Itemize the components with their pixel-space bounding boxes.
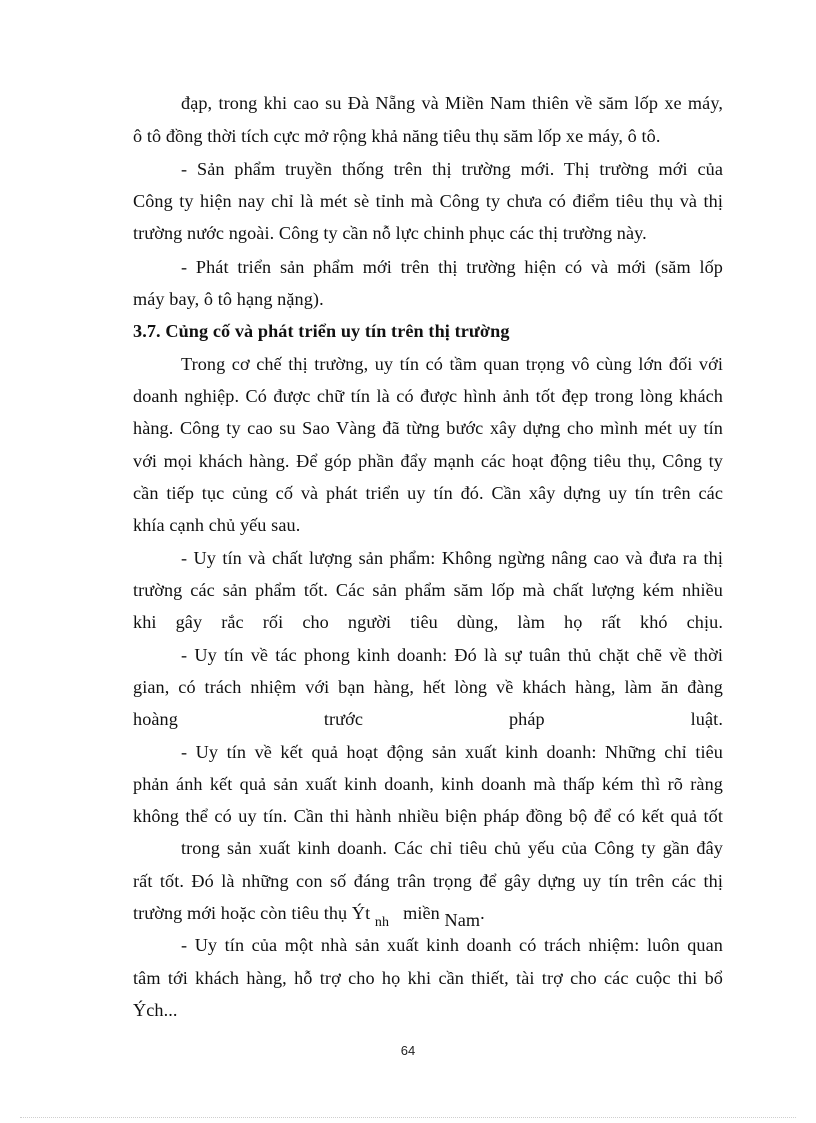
text-line: - Uy tín về kết quả hoạt động sản xuất kinh doanh: Những chỉ tiêu <box>181 742 723 762</box>
text-line: - Uy tín và chất lượng sản phẩm: Không ngừng nâng cao và đưa ra thị <box>181 548 723 568</box>
text-line: - Sản phẩm truyền thống trên thị trường mới. Thị trường mới của <box>181 159 723 179</box>
text-line: không thể có uy tín. Cần thi hành nhiều biện pháp đồng bộ để có kết quả tốt <box>133 806 723 826</box>
text-line: - Uy tín của một nhà sản xuất kinh doanh có trách nhiệm: luôn quan <box>181 935 723 955</box>
text-line: hàng. Công ty cao su Sao Vàng đã từng bước xây dựng cho mình mét uy tín <box>133 418 723 438</box>
subscript-fragment: Nam <box>444 910 481 930</box>
text-line: trong sản xuất kinh doanh. Các chỉ tiêu chủ yếu của Công ty gần đây <box>181 838 723 858</box>
text-line: doanh nghiệp. Có được chữ tín là có được hình ảnh tốt đẹp trong lòng khách <box>133 386 723 406</box>
subscript-fragment: nh <box>374 915 390 930</box>
footer-dotted-rule <box>20 1117 796 1118</box>
text-line: máy bay, ô tô hạng nặng). <box>133 289 324 309</box>
text-line: Công ty hiện nay chỉ là mét sè tỉnh mà Công ty chưa có điểm tiêu thụ và thị <box>133 191 723 211</box>
text-line: tâm tới khách hàng, hỗ trợ cho họ khi cần thiết, tài trợ cho các cuộc thi bổ <box>133 968 723 988</box>
text-line: với mọi khách hàng. Để góp phần đẩy mạnh các hoạt động tiêu thụ, Công ty <box>133 451 723 471</box>
text-fragment: . <box>480 903 485 923</box>
word: hoàng <box>133 709 178 729</box>
word: pháp <box>508 709 545 729</box>
text-line: đạp, trong khi cao su Đà Nẵng và Miền Nam thiên về săm lốp xe máy, <box>181 93 723 113</box>
text-line: trường nước ngoài. Công ty cần nỗ lực chinh phục các thị trường này. <box>133 223 647 243</box>
text-line: - Uy tín về tác phong kinh doanh: Đó là sự tuân thủ chặt chẽ về thời <box>181 645 723 665</box>
text-line: Trong cơ chế thị trường, uy tín có tầm quan trọng vô cùng lớn đối với <box>181 354 723 374</box>
text-line: khía cạnh chủ yếu sau. <box>133 515 301 535</box>
text-fragment: trường mới hoặc còn tiêu thụ Ýt <box>133 903 371 923</box>
text-line: phản ánh kết quả sản xuất kinh doanh, kinh doanh mà thấp kém thì rõ ràng <box>133 774 723 794</box>
text-line: ô tô đồng thời tích cực mở rộng khả năng tiêu thụ săm lốp xe máy, ô tô. <box>133 126 661 146</box>
text-line: Ých... <box>133 1000 178 1020</box>
word: trước <box>323 709 364 729</box>
page-number: 64 <box>400 1043 416 1058</box>
text-line: khi gây rắc rối cho người tiêu dùng, làm họ rất khó chịu. <box>133 612 723 632</box>
word: luật. <box>690 709 723 729</box>
text-line: cần tiếp tục củng cố và phát triển uy tín đó. Cần xây dựng uy tín trên các <box>133 483 723 503</box>
text-line <box>133 707 723 731</box>
text-line <box>133 901 723 928</box>
text-fragment: miền <box>403 903 440 923</box>
text-line: rất tốt. Đó là những con số đáng trân trọng để gây dựng uy tín trên các thị <box>133 871 723 891</box>
text-line: trường các sản phẩm tốt. Các sản phẩm săm lốp mà chất lượng kém nhiều <box>133 580 723 600</box>
section-heading: 3.7. Củng cố và phát triển uy tín trên thị trường <box>133 321 510 341</box>
text-line: gian, có trách nhiệm với bạn hàng, hết lòng về khách hàng, làm ăn đàng <box>133 677 723 697</box>
text-line: - Phát triển sản phẩm mới trên thị trường hiện có và mới (săm lốp <box>181 257 723 277</box>
